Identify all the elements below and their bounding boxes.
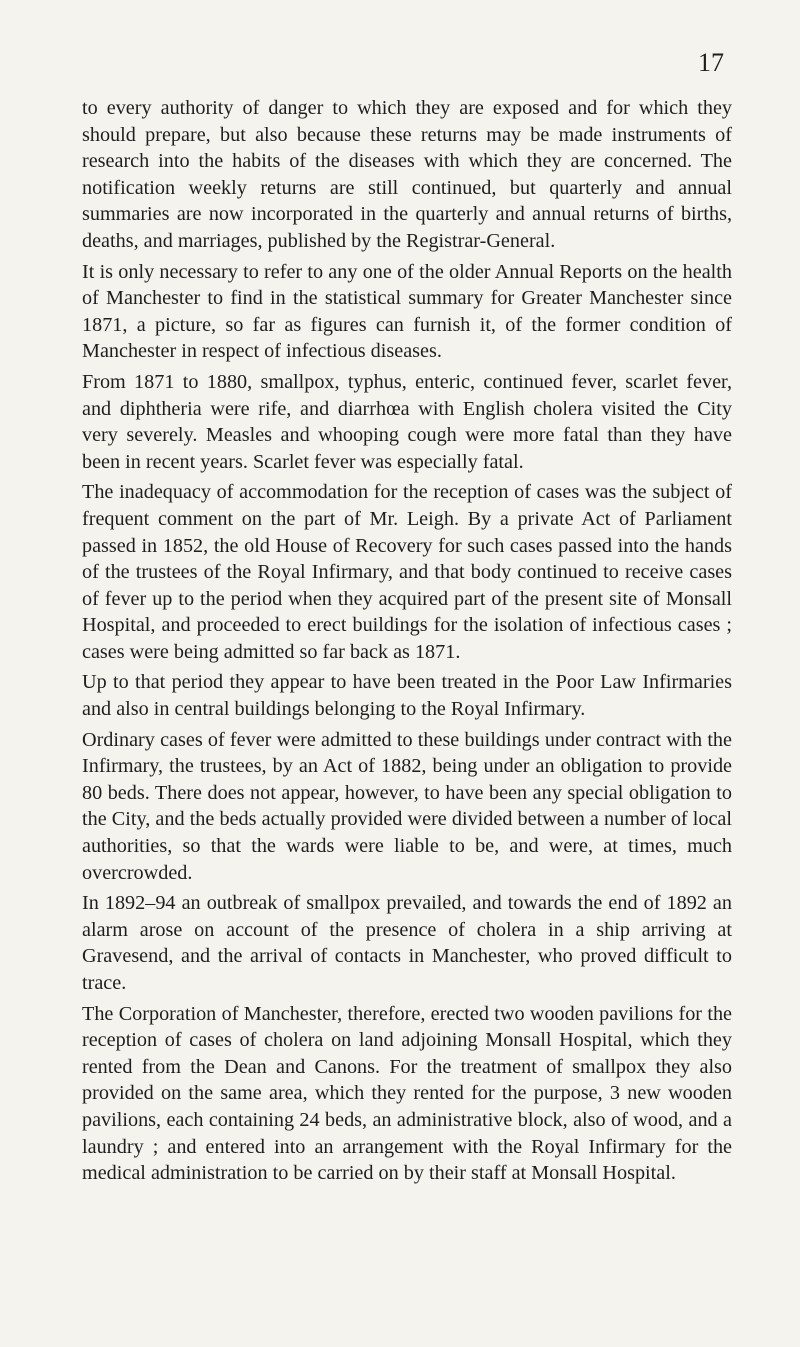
paragraph-8: The Corporation of Manchester, therefore, erected two wooden pavilions for the reception of cases of cholera on land adjoining Monsall Hospital, which they rented from the Dean and Canons. For the treatment of smallpox they also provided on the same area, which they rented for the purpose, 3 new wooden pavilions, each containing 24 beds, an administrative block, also of wood, and a laundry ; and entered into an arrangement with the Royal Infirmary for the medical administration to be carried on by their staff at Monsall Hospital. bbox=[82, 1002, 732, 1185]
paragraph-3: From 1871 to 1880, smallpox, typhus, enteric, continued fever, scarlet fever, and diphtheria were rife, and diarrhœa with English cholera visited the City very severely. Measles and whooping cough were more fatal than they have been in recent years. Scarlet fever was especially fatal. bbox=[82, 370, 732, 473]
paragraph-2: It is only necessary to refer to any one of the older Annual Reports on the health of Manchester to find in the statistical summary for Greater Manchester since 1871, a picture, so far as figures can furnish it, of the former condition of Manchester in respect of infectious diseases. bbox=[82, 260, 732, 363]
page-number: 17 bbox=[698, 48, 724, 77]
paragraph-6: Ordinary cases of fever were admitted to these buildings under contract with the Infirmary, the trustees, by an Act of 1882, being under an obligation to provide 80 beds. There does not appear, however, to have been any special obligation to the City, and the beds actually provided were divided between a number of local authorities, so that the wards were liable to be, and were, at times, much overcrowded. bbox=[82, 728, 732, 884]
paragraph-7: In 1892–94 an outbreak of smallpox prevailed, and towards the end of 1892 an alarm arose on account of the presence of cholera in a ship arriving at Gravesend, and the arrival of contacts in Manchester, who proved difficult to trace. bbox=[82, 892, 732, 994]
paragraph-5: Up to that period they appear to have been treated in the Poor Law Infirmaries and also in central buildings belonging to the Royal Infirmary. bbox=[82, 671, 732, 721]
paragraph-4: The inadequacy of accommodation for the reception of cases was the subject of frequent comment on the part of Mr. Leigh. By a private Act of Parliament passed in 1852, the old House of Recovery for such cases passed into the hands of the trustees of the Royal Infirmary, and that body continued to receive cases of fever up to the period when they acquired part of the present site of Monsall Hospital, and proceeded to erect buildings for the isolation of infectious cases ; cases were being admitted so far back as 1871. bbox=[82, 481, 732, 663]
body-text bbox=[82, 95, 732, 1187]
paragraph-1: to every authority of danger to which they are exposed and for which they should prepare, but also because these returns may be made instruments of research into the habits of the diseases with which they are concerned. The notification weekly returns are still continued, but quarterly and annual summaries are now incorporated in the quarterly and annual returns of births, deaths, and marriages, published by the Registrar-General. bbox=[82, 97, 732, 252]
